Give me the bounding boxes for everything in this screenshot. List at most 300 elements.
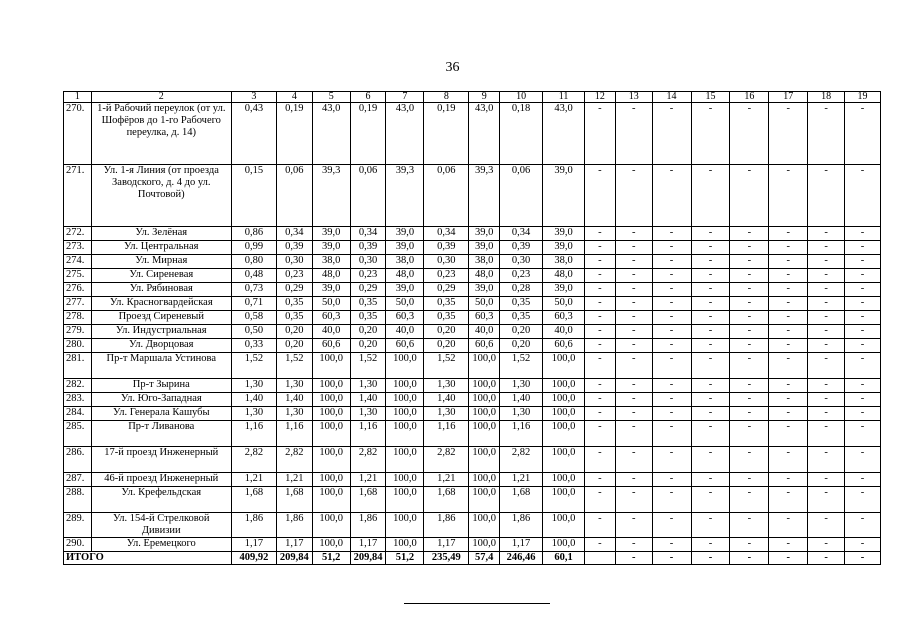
value-cell: - xyxy=(730,339,769,353)
value-cell: - xyxy=(585,393,616,407)
value-cell: 1,40 xyxy=(424,393,469,407)
column-header: 16 xyxy=(730,92,769,103)
value-cell: 2,82 xyxy=(276,447,312,473)
value-cell: - xyxy=(845,325,881,339)
table-row xyxy=(64,379,881,393)
row-number: 281. xyxy=(64,353,92,379)
value-cell: - xyxy=(615,269,652,283)
total-value-cell: - xyxy=(808,552,845,565)
value-cell: 100,0 xyxy=(469,421,500,447)
street-name: Пр-т Зырина xyxy=(91,379,231,393)
row-number: 276. xyxy=(64,283,92,297)
value-cell: - xyxy=(691,339,730,353)
value-cell: 43,0 xyxy=(386,103,424,165)
value-cell: - xyxy=(585,297,616,311)
table-row xyxy=(64,325,881,339)
value-cell: 100,0 xyxy=(469,513,500,538)
value-cell: - xyxy=(585,325,616,339)
value-cell: - xyxy=(845,538,881,552)
value-cell: 40,0 xyxy=(543,325,585,339)
value-cell: - xyxy=(730,297,769,311)
value-cell: - xyxy=(769,241,808,255)
value-cell: 0,23 xyxy=(276,269,312,283)
value-cell: 0,35 xyxy=(424,297,469,311)
total-value-cell: 209,84 xyxy=(350,552,386,565)
value-cell: - xyxy=(615,325,652,339)
column-header: 10 xyxy=(500,92,543,103)
value-cell: - xyxy=(585,283,616,297)
value-cell: 39,0 xyxy=(386,283,424,297)
value-cell: 100,0 xyxy=(312,379,350,393)
value-cell: - xyxy=(652,379,691,393)
value-cell: 100,0 xyxy=(386,487,424,513)
value-cell: - xyxy=(652,421,691,447)
value-cell: 100,0 xyxy=(543,487,585,513)
value-cell: 1,17 xyxy=(350,538,386,552)
value-cell: 100,0 xyxy=(312,513,350,538)
value-cell: 0,50 xyxy=(231,325,276,339)
value-cell: - xyxy=(845,255,881,269)
value-cell: 100,0 xyxy=(469,447,500,473)
value-cell: 0,39 xyxy=(500,241,543,255)
value-cell: - xyxy=(730,227,769,241)
value-cell: - xyxy=(585,447,616,473)
value-cell: 0,39 xyxy=(424,241,469,255)
street-name: 1-й Рабочий переулок (от ул. Шофёров до 1-го Рабочего переулка, д. 14) xyxy=(91,103,231,165)
value-cell: 0,33 xyxy=(231,339,276,353)
value-cell: - xyxy=(652,255,691,269)
value-cell: 100,0 xyxy=(312,473,350,487)
street-name: Пр-т Маршала Устинова xyxy=(91,353,231,379)
row-number: 290. xyxy=(64,538,92,552)
column-header: 14 xyxy=(652,92,691,103)
value-cell: 43,0 xyxy=(469,103,500,165)
value-cell: 38,0 xyxy=(543,255,585,269)
value-cell: - xyxy=(585,353,616,379)
table-row xyxy=(64,283,881,297)
value-cell: 48,0 xyxy=(543,269,585,283)
value-cell: - xyxy=(730,538,769,552)
table-row xyxy=(64,487,881,513)
value-cell: - xyxy=(585,538,616,552)
value-cell: 50,0 xyxy=(543,297,585,311)
value-cell: - xyxy=(615,311,652,325)
value-cell: - xyxy=(845,473,881,487)
column-header: 9 xyxy=(469,92,500,103)
value-cell: - xyxy=(845,339,881,353)
value-cell: 0,29 xyxy=(350,283,386,297)
value-cell: - xyxy=(769,103,808,165)
value-cell: 39,0 xyxy=(543,227,585,241)
value-cell: 40,0 xyxy=(312,325,350,339)
value-cell: 100,0 xyxy=(312,447,350,473)
row-number: 270. xyxy=(64,103,92,165)
value-cell: - xyxy=(769,421,808,447)
value-cell: - xyxy=(808,325,845,339)
value-cell: 1,21 xyxy=(500,473,543,487)
value-cell: 0,30 xyxy=(500,255,543,269)
street-name: Ул. Мирная xyxy=(91,255,231,269)
row-number: 285. xyxy=(64,421,92,447)
value-cell: 1,30 xyxy=(500,407,543,421)
value-cell: 43,0 xyxy=(312,103,350,165)
value-cell: - xyxy=(730,487,769,513)
value-cell: 0,18 xyxy=(500,103,543,165)
row-number: 274. xyxy=(64,255,92,269)
table-row xyxy=(64,165,881,227)
value-cell: - xyxy=(730,269,769,283)
value-cell: - xyxy=(845,103,881,165)
value-cell: 0,06 xyxy=(500,165,543,227)
value-cell: - xyxy=(808,241,845,255)
value-cell: - xyxy=(585,473,616,487)
value-cell: - xyxy=(615,353,652,379)
value-cell: - xyxy=(585,421,616,447)
value-cell: 100,0 xyxy=(543,447,585,473)
street-name: Ул. 1-я Линия (от проезда Заводского, д. 4 до ул. Почтовой) xyxy=(91,165,231,227)
column-header: 12 xyxy=(585,92,616,103)
value-cell: - xyxy=(615,283,652,297)
column-header: 6 xyxy=(350,92,386,103)
value-cell: 0,35 xyxy=(500,297,543,311)
value-cell: - xyxy=(845,241,881,255)
column-header: 1 xyxy=(64,92,92,103)
value-cell: - xyxy=(730,241,769,255)
value-cell: 0,29 xyxy=(424,283,469,297)
value-cell: - xyxy=(652,538,691,552)
value-cell: - xyxy=(691,353,730,379)
value-cell: - xyxy=(769,393,808,407)
value-cell: - xyxy=(769,379,808,393)
value-cell: - xyxy=(845,311,881,325)
value-cell: 0,35 xyxy=(350,311,386,325)
value-cell: 0,29 xyxy=(276,283,312,297)
value-cell: - xyxy=(691,538,730,552)
value-cell: - xyxy=(691,283,730,297)
value-cell: - xyxy=(808,421,845,447)
value-cell: 0,23 xyxy=(424,269,469,283)
value-cell: - xyxy=(808,283,845,297)
column-header: 13 xyxy=(615,92,652,103)
value-cell: 1,17 xyxy=(276,538,312,552)
value-cell: 0,30 xyxy=(424,255,469,269)
value-cell: - xyxy=(730,447,769,473)
value-cell: - xyxy=(585,165,616,227)
value-cell: - xyxy=(808,255,845,269)
value-cell: 2,82 xyxy=(231,447,276,473)
value-cell: - xyxy=(615,513,652,538)
total-value-cell: - xyxy=(845,552,881,565)
table-row xyxy=(64,241,881,255)
column-header: 8 xyxy=(424,92,469,103)
value-cell: - xyxy=(585,513,616,538)
value-cell: - xyxy=(691,421,730,447)
value-cell: 48,0 xyxy=(386,269,424,283)
value-cell: - xyxy=(730,407,769,421)
value-cell: - xyxy=(769,473,808,487)
value-cell: - xyxy=(691,297,730,311)
value-cell: 100,0 xyxy=(386,447,424,473)
value-cell: - xyxy=(652,407,691,421)
value-cell: - xyxy=(730,311,769,325)
table-row xyxy=(64,513,881,538)
value-cell: 1,30 xyxy=(231,379,276,393)
table-row xyxy=(64,407,881,421)
value-cell: 100,0 xyxy=(469,379,500,393)
column-header: 11 xyxy=(543,92,585,103)
value-cell: 2,82 xyxy=(500,447,543,473)
value-cell: 1,17 xyxy=(500,538,543,552)
value-cell: - xyxy=(769,227,808,241)
value-cell: 60,3 xyxy=(543,311,585,325)
value-cell: 100,0 xyxy=(543,421,585,447)
value-cell: 1,30 xyxy=(350,379,386,393)
value-cell: 1,16 xyxy=(276,421,312,447)
value-cell: - xyxy=(808,538,845,552)
value-cell: - xyxy=(730,165,769,227)
value-cell: - xyxy=(730,421,769,447)
row-number: 280. xyxy=(64,339,92,353)
value-cell: 39,0 xyxy=(469,283,500,297)
street-name: Ул. Индустриальная xyxy=(91,325,231,339)
value-cell: 38,0 xyxy=(386,255,424,269)
value-cell: - xyxy=(652,297,691,311)
value-cell: - xyxy=(730,255,769,269)
value-cell: - xyxy=(652,283,691,297)
value-cell: 1,17 xyxy=(231,538,276,552)
value-cell: 0,20 xyxy=(350,339,386,353)
value-cell: - xyxy=(730,283,769,297)
total-value-cell: - xyxy=(691,552,730,565)
value-cell: 0,20 xyxy=(276,339,312,353)
column-header: 18 xyxy=(808,92,845,103)
value-cell: - xyxy=(730,353,769,379)
value-cell: 1,68 xyxy=(350,487,386,513)
street-name: Ул. Генерала Кашубы xyxy=(91,407,231,421)
value-cell: - xyxy=(691,103,730,165)
column-header: 5 xyxy=(312,92,350,103)
row-number: 271. xyxy=(64,165,92,227)
value-cell: 0,06 xyxy=(424,165,469,227)
value-cell: 0,34 xyxy=(424,227,469,241)
street-name: Ул. Еремецкого xyxy=(91,538,231,552)
value-cell: 100,0 xyxy=(469,353,500,379)
table-row xyxy=(64,393,881,407)
value-cell: 60,6 xyxy=(469,339,500,353)
value-cell: - xyxy=(585,379,616,393)
value-cell: 100,0 xyxy=(312,487,350,513)
value-cell: - xyxy=(845,227,881,241)
value-cell: - xyxy=(615,538,652,552)
value-cell: 39,3 xyxy=(386,165,424,227)
value-cell: - xyxy=(585,103,616,165)
value-cell: 0,80 xyxy=(231,255,276,269)
value-cell: 0,20 xyxy=(276,325,312,339)
value-cell: - xyxy=(585,241,616,255)
value-cell: 100,0 xyxy=(386,473,424,487)
table-row xyxy=(64,311,881,325)
table-row xyxy=(64,473,881,487)
value-cell: 0,35 xyxy=(276,311,312,325)
value-cell: 1,30 xyxy=(350,407,386,421)
value-cell: 1,86 xyxy=(350,513,386,538)
value-cell: - xyxy=(652,227,691,241)
value-cell: 0,35 xyxy=(500,311,543,325)
value-cell: 100,0 xyxy=(543,473,585,487)
value-cell: 39,0 xyxy=(312,227,350,241)
row-number: 277. xyxy=(64,297,92,311)
value-cell: - xyxy=(585,311,616,325)
value-cell: - xyxy=(845,283,881,297)
value-cell: 2,82 xyxy=(350,447,386,473)
value-cell: 0,06 xyxy=(350,165,386,227)
value-cell: 0,35 xyxy=(350,297,386,311)
value-cell: - xyxy=(652,325,691,339)
value-cell: - xyxy=(730,379,769,393)
value-cell: - xyxy=(585,339,616,353)
column-header: 4 xyxy=(276,92,312,103)
value-cell: 100,0 xyxy=(469,393,500,407)
value-cell: 1,21 xyxy=(424,473,469,487)
value-cell: 60,3 xyxy=(312,311,350,325)
value-cell: 0,71 xyxy=(231,297,276,311)
value-cell: - xyxy=(808,339,845,353)
value-cell: 1,68 xyxy=(500,487,543,513)
value-cell: 1,16 xyxy=(350,421,386,447)
value-cell: 0,34 xyxy=(350,227,386,241)
value-cell: - xyxy=(769,353,808,379)
value-cell: 1,52 xyxy=(424,353,469,379)
value-cell: - xyxy=(808,513,845,538)
value-cell: - xyxy=(691,227,730,241)
value-cell: 39,0 xyxy=(386,227,424,241)
value-cell: 100,0 xyxy=(469,473,500,487)
value-cell: - xyxy=(691,311,730,325)
value-cell: 1,40 xyxy=(276,393,312,407)
total-value-cell: 235,49 xyxy=(424,552,469,565)
total-value-cell: 51,2 xyxy=(312,552,350,565)
value-cell: - xyxy=(615,379,652,393)
street-name: Ул. Зелёная xyxy=(91,227,231,241)
value-cell: - xyxy=(769,407,808,421)
value-cell: - xyxy=(691,165,730,227)
value-cell: - xyxy=(769,297,808,311)
total-label: ИТОГО xyxy=(64,552,232,565)
value-cell: - xyxy=(691,269,730,283)
value-cell: 60,6 xyxy=(386,339,424,353)
value-cell: 39,0 xyxy=(543,241,585,255)
value-cell: 1,21 xyxy=(350,473,386,487)
data-table xyxy=(63,91,881,565)
value-cell: - xyxy=(691,487,730,513)
value-cell: 100,0 xyxy=(543,407,585,421)
value-cell: - xyxy=(769,339,808,353)
value-cell: - xyxy=(769,538,808,552)
value-cell: - xyxy=(808,473,845,487)
street-name: Ул. Красногвардейская xyxy=(91,297,231,311)
table-row xyxy=(64,447,881,473)
value-cell: - xyxy=(652,241,691,255)
value-cell: - xyxy=(691,379,730,393)
value-cell: 39,3 xyxy=(469,165,500,227)
row-number: 283. xyxy=(64,393,92,407)
value-cell: 1,52 xyxy=(350,353,386,379)
value-cell: - xyxy=(845,353,881,379)
value-cell: 0,99 xyxy=(231,241,276,255)
value-cell: - xyxy=(615,421,652,447)
value-cell: 38,0 xyxy=(469,255,500,269)
value-cell: - xyxy=(845,487,881,513)
value-cell: 1,86 xyxy=(276,513,312,538)
value-cell: - xyxy=(691,255,730,269)
street-name: Ул. 154-й Стрелковой Дивизии xyxy=(91,513,231,538)
value-cell: 1,52 xyxy=(500,353,543,379)
value-cell: 1,86 xyxy=(424,513,469,538)
value-cell: - xyxy=(652,473,691,487)
value-cell: 1,30 xyxy=(276,407,312,421)
column-header: 15 xyxy=(691,92,730,103)
value-cell: 0,23 xyxy=(500,269,543,283)
value-cell: 50,0 xyxy=(386,297,424,311)
value-cell: 100,0 xyxy=(312,407,350,421)
value-cell: - xyxy=(808,297,845,311)
row-number: 284. xyxy=(64,407,92,421)
table-row xyxy=(64,255,881,269)
column-header: 7 xyxy=(386,92,424,103)
table-header-row xyxy=(64,92,881,103)
value-cell: 100,0 xyxy=(312,421,350,447)
value-cell: - xyxy=(615,473,652,487)
value-cell: 100,0 xyxy=(312,538,350,552)
table-row xyxy=(64,227,881,241)
value-cell: - xyxy=(615,339,652,353)
total-row xyxy=(64,552,881,565)
value-cell: 40,0 xyxy=(386,325,424,339)
row-number: 287. xyxy=(64,473,92,487)
value-cell: 1,30 xyxy=(231,407,276,421)
value-cell: 1,86 xyxy=(500,513,543,538)
value-cell: 1,17 xyxy=(424,538,469,552)
column-header: 17 xyxy=(769,92,808,103)
value-cell: - xyxy=(652,393,691,407)
street-name: Ул. Рябиновая xyxy=(91,283,231,297)
table-row xyxy=(64,538,881,552)
value-cell: 1,30 xyxy=(424,407,469,421)
value-cell: - xyxy=(769,269,808,283)
value-cell: - xyxy=(730,473,769,487)
value-cell: 0,06 xyxy=(276,165,312,227)
value-cell: 0,58 xyxy=(231,311,276,325)
value-cell: 39,0 xyxy=(469,227,500,241)
value-cell: - xyxy=(769,283,808,297)
value-cell: 100,0 xyxy=(543,379,585,393)
street-name: 46-й проезд Инженерный xyxy=(91,473,231,487)
value-cell: 0,43 xyxy=(231,103,276,165)
value-cell: 0,86 xyxy=(231,227,276,241)
value-cell: - xyxy=(615,103,652,165)
value-cell: 0,39 xyxy=(350,241,386,255)
value-cell: 0,39 xyxy=(276,241,312,255)
total-value-cell: - xyxy=(652,552,691,565)
value-cell: - xyxy=(808,227,845,241)
value-cell: 0,34 xyxy=(276,227,312,241)
value-cell: 0,20 xyxy=(350,325,386,339)
value-cell: - xyxy=(691,473,730,487)
value-cell: 0,34 xyxy=(500,227,543,241)
table-row xyxy=(64,297,881,311)
value-cell: 0,48 xyxy=(231,269,276,283)
value-cell: - xyxy=(615,255,652,269)
